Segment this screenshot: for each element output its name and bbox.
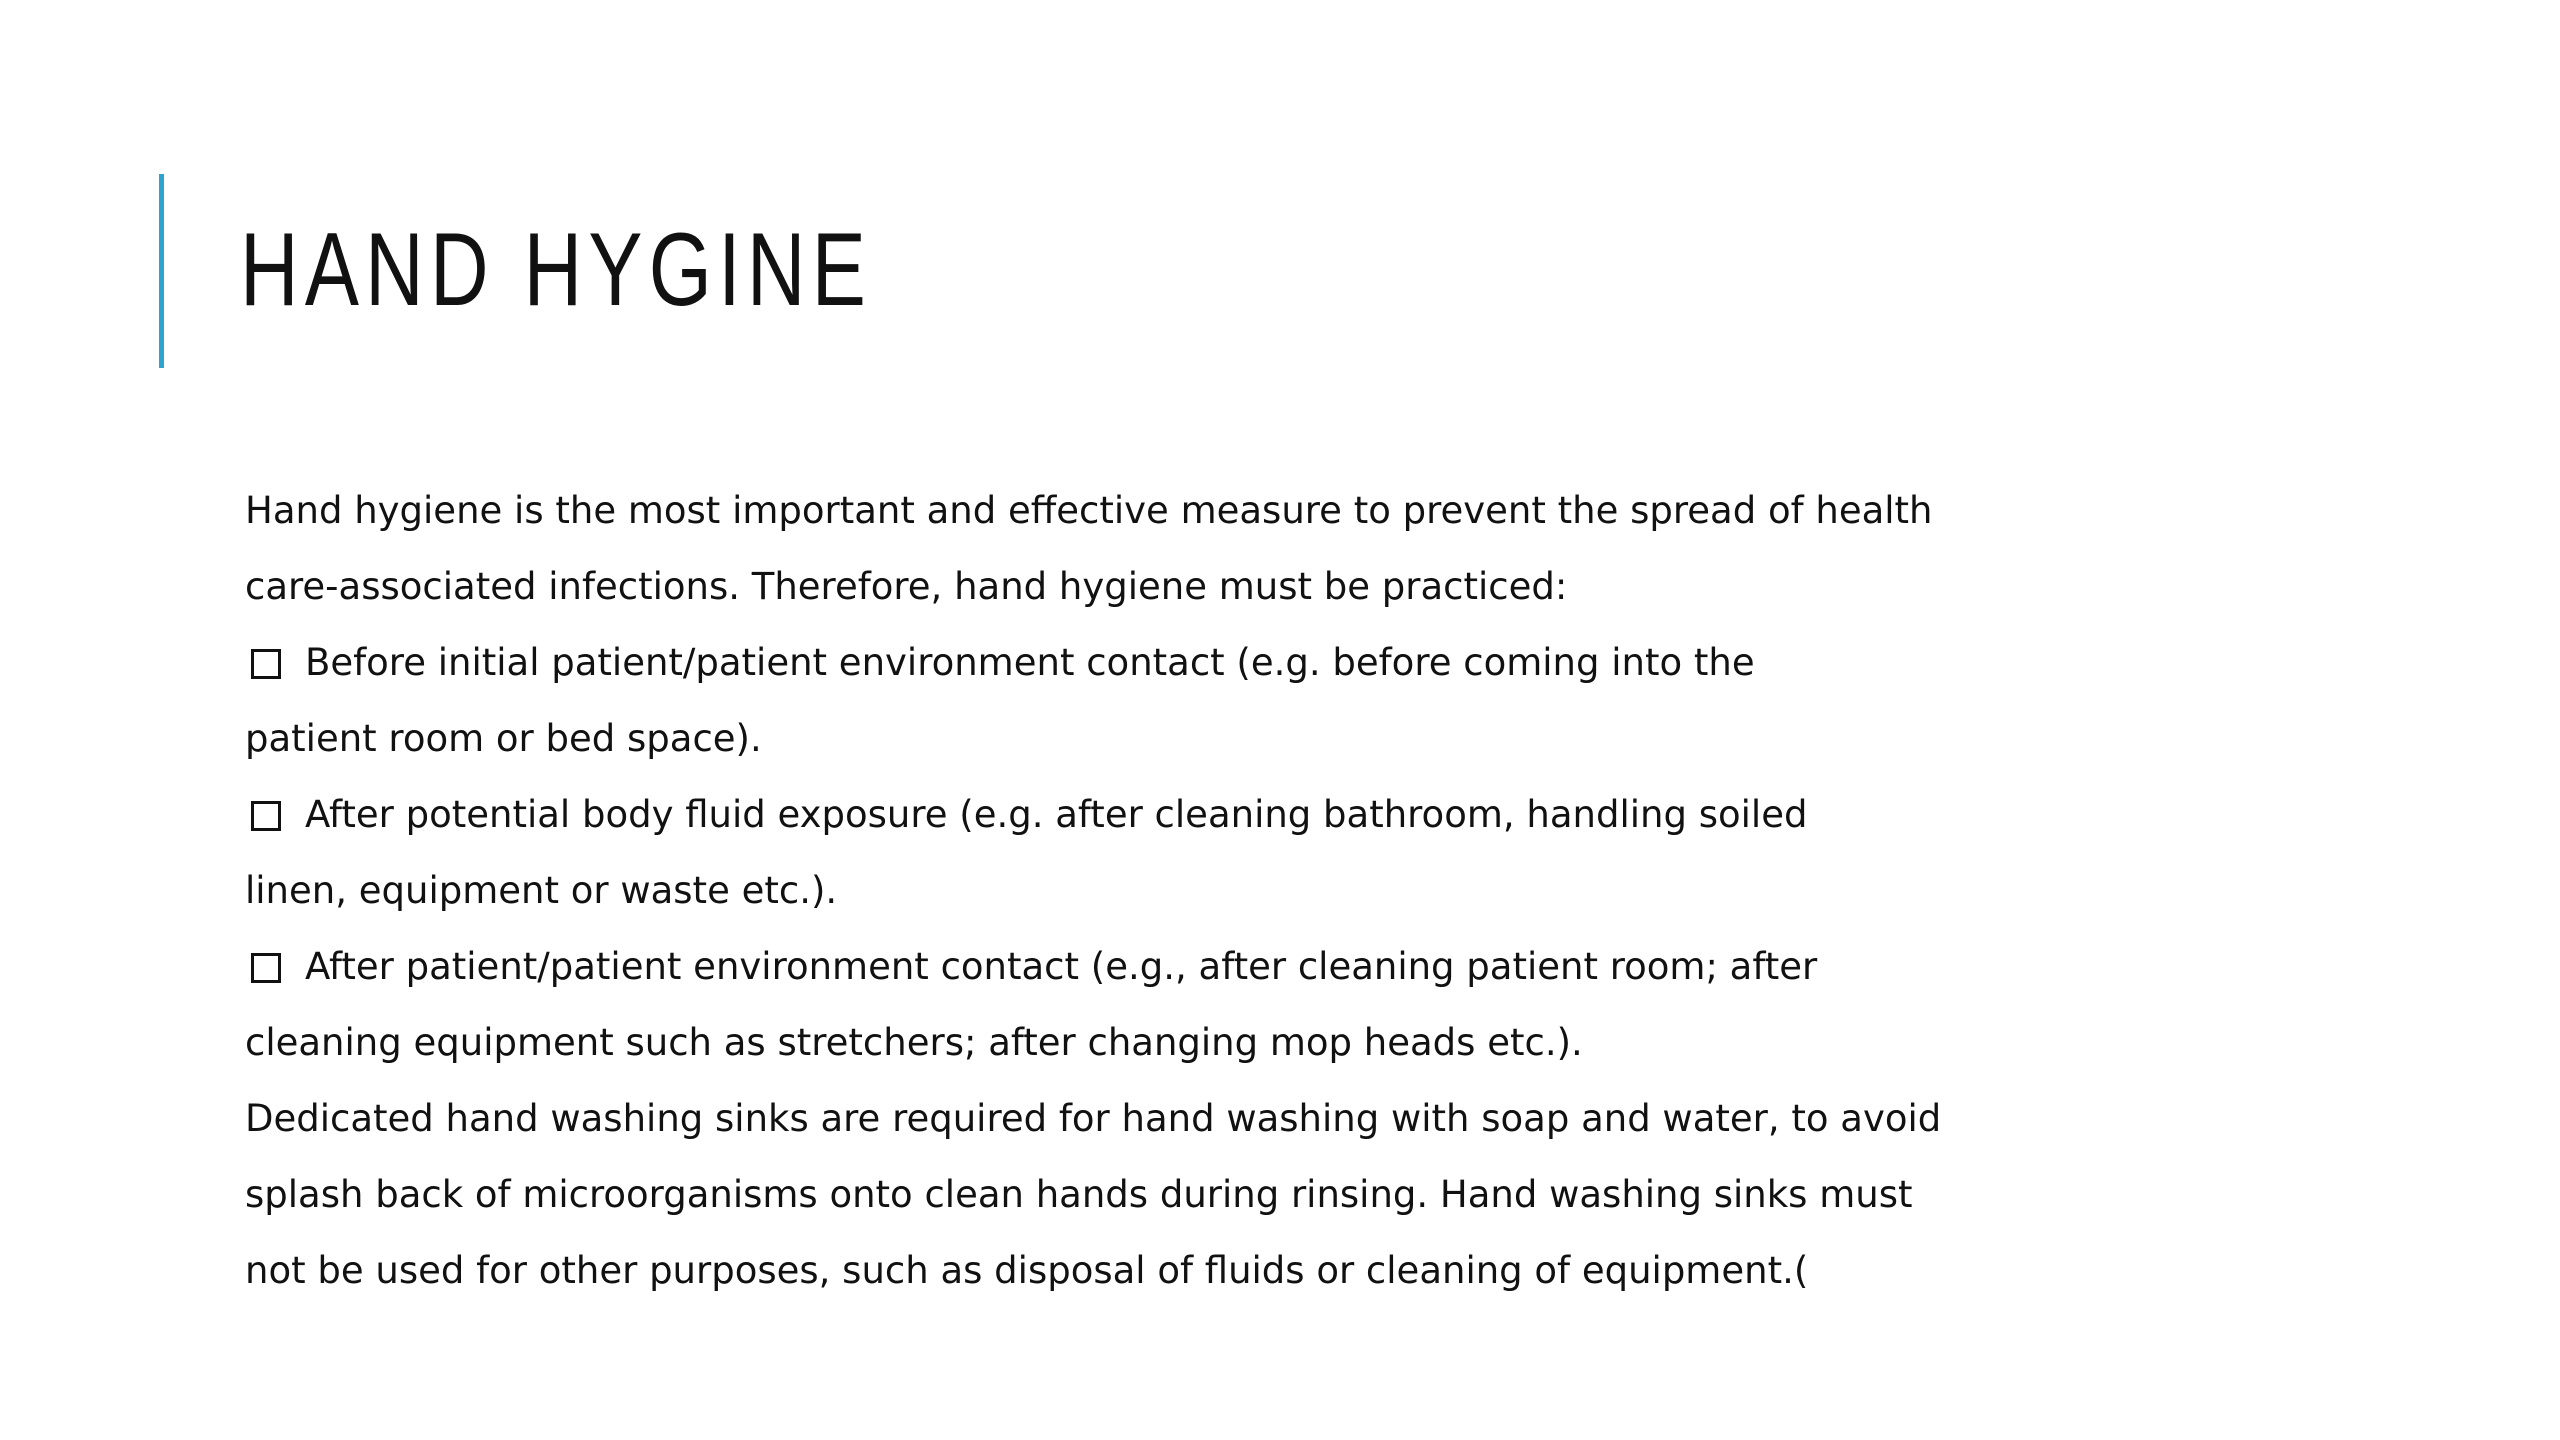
bullet-item (245, 625, 2005, 701)
bullet-item-text: Before initial patient/patient environment contact (e.g. before coming into the (305, 641, 1755, 684)
body-line: not be used for other purposes, such as disposal of fluids or cleaning of equipment.( (245, 1249, 1809, 1292)
checkbox-outline-icon (251, 953, 281, 983)
body-line: linen, equipment or waste etc.). (245, 869, 838, 912)
bullet-item (245, 929, 2005, 1005)
slide-title: HAND HYGINE (240, 212, 873, 328)
checkbox-outline-icon (251, 649, 281, 679)
body-line: care-associated infections. Therefore, hand hygiene must be practiced: (245, 565, 1568, 608)
title-accent-bar (159, 174, 164, 368)
body-line: Hand hygiene is the most important and effective measure to prevent the spread of health (245, 489, 1933, 532)
body-line: splash back of microorganisms onto clean hands during rinsing. Hand washing sinks must (245, 1173, 1913, 1216)
checkbox-outline-icon (251, 801, 281, 831)
slide-body-text (245, 473, 2005, 1309)
body-line: Dedicated hand washing sinks are required for hand washing with soap and water, to avoid (245, 1097, 1942, 1140)
body-line: patient room or bed space). (245, 717, 762, 760)
bullet-item (245, 777, 2005, 853)
bullet-item-text: After potential body fluid exposure (e.g. after cleaning bathroom, handling soiled (305, 793, 1808, 836)
body-line: cleaning equipment such as stretchers; after changing mop heads etc.). (245, 1021, 1583, 1064)
bullet-item-text: After patient/patient environment contact (e.g., after cleaning patient room; after (305, 945, 1818, 988)
